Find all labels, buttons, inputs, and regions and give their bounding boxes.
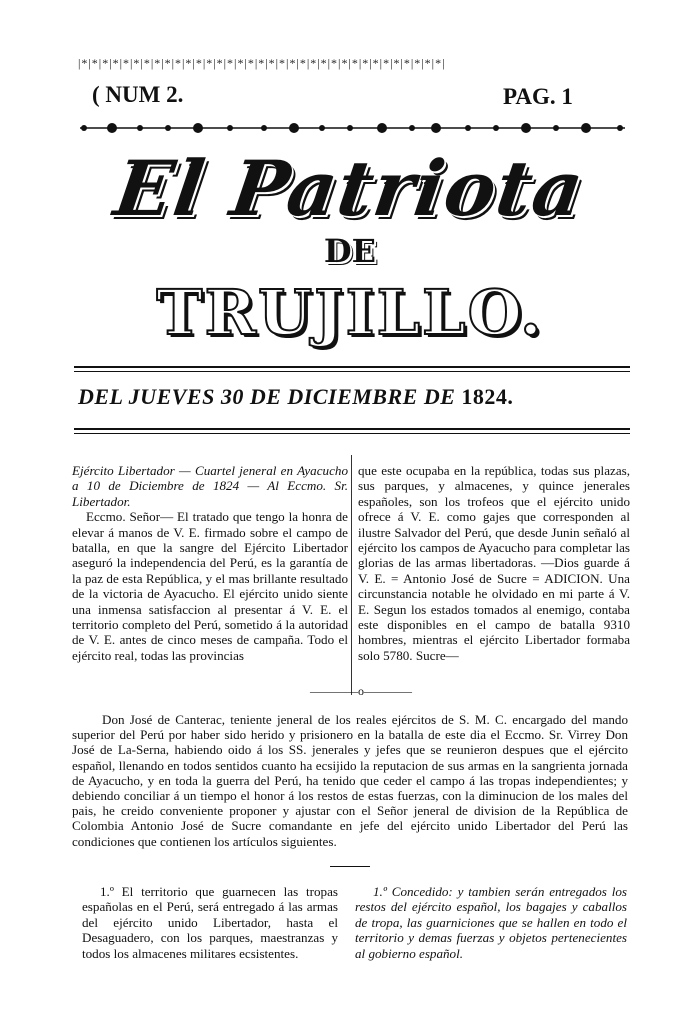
issue-number: ( NUM 2.: [92, 82, 184, 107]
masthead-title: El Patriota: [109, 144, 590, 233]
left-column: [72, 463, 348, 663]
masthead-rule-top: [74, 366, 630, 368]
masthead-place: TRUJILLO.: [156, 276, 544, 349]
top-ornament-border: |*|*|*|*|*|*|*|*|*|*|*|*|*|*|*|*|*|*|*|*|*|*|*|*|*|*|*|*|*|*|*|*|*|*|*|: [78, 56, 446, 70]
capitulation-preamble: [72, 712, 628, 849]
dateline-text: DEL JUEVES 30 DE DICIEMBRE DE: [78, 384, 456, 409]
article-1-response: [355, 884, 627, 961]
preamble-paragraph: Don José de Canterac, teniente jeneral de los reales ejércitos de S. M. C. encargado del mando superior del Perú por haber sido herido y prisionero en la batalla de este dia el Eccmo. Sr. Virrey Don José de La-Serna, habiendo oido á los SS. jenerales y jefes que se reunieron despues que el ejército español, llenando en todos sentidos cuanto ha ecsijido la reputacion de sus armas en la sangrienta jornada de Ayacucho, y en toda la guerra del Perú, ha tenido que ceder el campo á las tropas independientes; y debiendo conciliar á un tiempo el honor á los restos de estas fuerzas, con la diminucion de los males del pais, he creido conveniente proponer y ajustar con el Señor jeneral de division de la República de Colombia Antonio José de Sucre comandante en jefe del ejército unido Libertador del Perú las condiciones que contienen los artículos siguientes.: [72, 712, 628, 849]
ornamental-rule: [80, 120, 625, 136]
article-divider: [330, 866, 370, 867]
page-number: PAG. 1: [503, 84, 573, 109]
dateline-rule: [74, 428, 630, 430]
dispatch-heading: Ejército Libertador — Cuartel jeneral en Ayacucho a 10 de Diciembre de 1824 — Al Eccmo. Sr. Libertador.: [72, 463, 348, 509]
dateline: [78, 384, 638, 414]
article-1-reply: 1.º Concedido: y tambien serán entregados los restos del ejército español, los bagajes y caballos de tropa, las guarniciones que se hallen en todo el territorio y demas fuerzas y objetos pertenecientes al gobierno español.: [355, 884, 627, 961]
dispatch-body-right: que este ocupaba en la república, todas sus plazas, sus parques, y almacenes, y quince jenerales españoles, son los trofeos que el ejército unido ofrece á V. E. como gajes que corresponden al ilustre Salvador del Perú, que desde Junin señaló al ejército los campos de Ayacucho para completar las glorias de las armas libertadoras. —Dios guarde á V. E. = Antonio José de Sucre = ADICION. Una circunstancia notable he olvidado en mi parte á V. E. Segun los estados tomados al enemigo, contaba este disponibles en el campo de batalla 9310 hombres, mientras el ejército Libertador formaba solo 5780. Sucre—: [358, 463, 630, 663]
section-separator: ————o————: [310, 684, 412, 698]
dateline-year: 1824.: [461, 384, 514, 409]
article-1-proposal: [82, 884, 338, 961]
masthead-connector: DE: [323, 232, 377, 270]
column-divider: [351, 455, 352, 695]
masthead-rule-top-thin: [74, 371, 630, 372]
dispatch-body-left: Eccmo. Señor— El tratado que tengo la honra de elevar á manos de V. E. firmado sobre el campo de batalla, en que la sangre del Ejército Libertador aseguró la independencia del Perú, es la garantía de la paz de esta República, y el mas brillante resultado de la victoria de Ayacucho. El ejército unido siente una inmensa satisfaccion al presentar á V. E. el territorio completo del Perú, sometido á la autoridad de V. E. antes de cinco meses de campaña. Todo el ejército real, todas las provincias: [72, 509, 348, 663]
dateline-rule-thin: [74, 433, 630, 434]
right-column: [358, 463, 630, 663]
article-1-text: 1.º El territorio que guarnecen las tropas españolas en el Perú, será entregado á las armas del ejército unido Libertador, hasta el Desaguadero, con los parques, maestranzas y todos los almacenes militares ecsistentes.: [82, 884, 338, 961]
